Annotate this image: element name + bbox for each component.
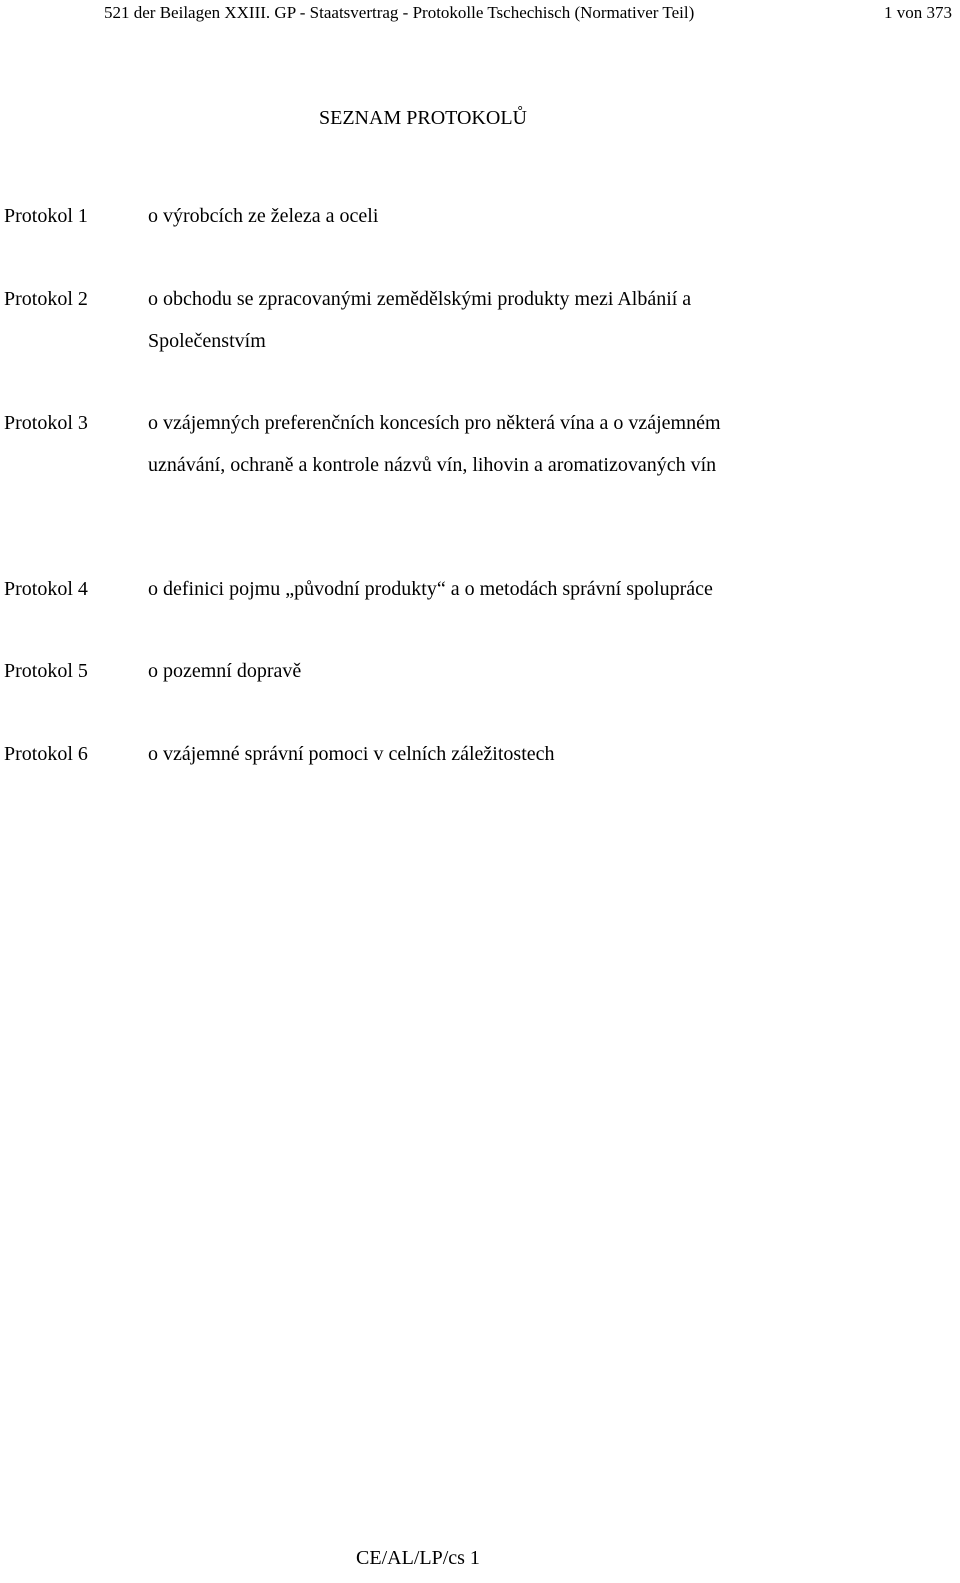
page-footer: CE/AL/LP/cs 1 xyxy=(356,1547,480,1569)
protocol-description: o obchodu se zpracovanými zemědělskými produkty mezi Albánií a Společenstvím xyxy=(148,288,692,352)
page-header xyxy=(104,0,952,26)
page-title: SEZNAM PROTOKOLŮ xyxy=(319,107,527,129)
protocol-label: Protokol 2 xyxy=(4,288,88,310)
protocol-label: Protokol 6 xyxy=(4,743,88,765)
header-page-number: 1 von 373 xyxy=(884,3,952,22)
protocol-description: o definici pojmu „původní produkty“ a o metodách správní spolupráce xyxy=(148,578,713,600)
protocol-label: Protokol 1 xyxy=(4,205,88,227)
protocol-label: Protokol 5 xyxy=(4,660,88,682)
protocol-description: o pozemní dopravě xyxy=(148,660,302,682)
protocol-description: o vzájemných preferenčních koncesích pro některá vína a o vzájemném uznávání, ochraně a kontrole názvů vín, lihovin a aromatizovaných vín xyxy=(148,412,721,476)
protocol-label: Protokol 3 xyxy=(4,412,88,434)
protocol-description: o vzájemné správní pomoci v celních záležitostech xyxy=(148,743,555,765)
header-document-title: 521 der Beilagen XXIII. GP - Staatsvertrag - Protokolle Tschechisch (Normativer Teil) xyxy=(104,3,695,22)
protocol-label: Protokol 4 xyxy=(4,578,88,600)
protocol-description: o výrobcích ze železa a oceli xyxy=(148,205,379,227)
